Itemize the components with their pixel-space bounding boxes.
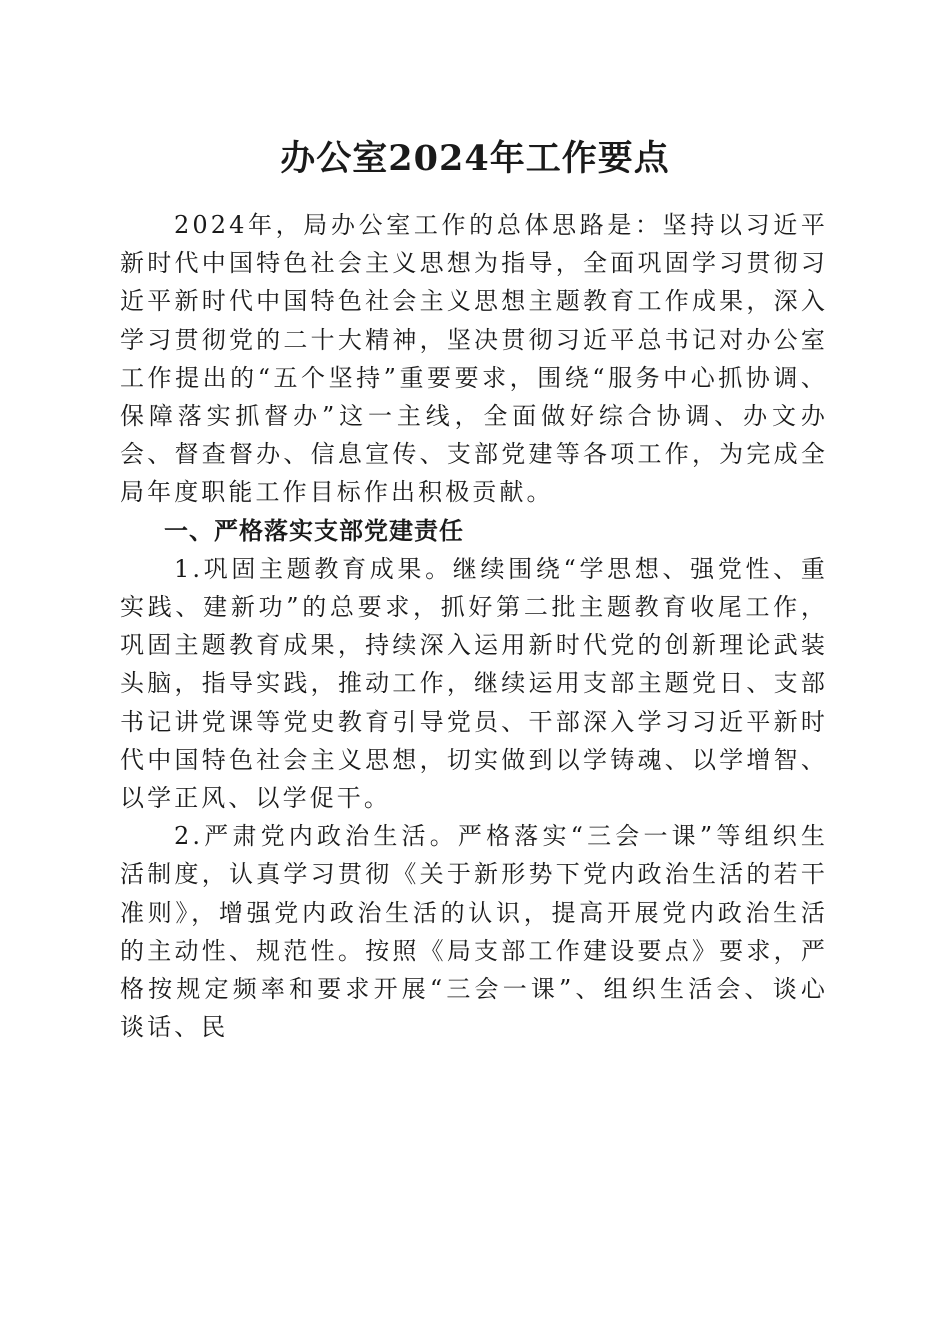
document-body bbox=[120, 206, 828, 1046]
item-paragraph-1: 1.巩固主题教育成果。继续围绕“学思想、强党性、重实践、建新功”的总要求，抓好第二批主题教育收尾工作，巩固主题教育成果，持续深入运用新时代党的创新理论武装头脑，指导实践，推动工作，继续运用支部主题党日、支部书记讲党课等党史教育引导党员、干部深入学习习近平新时代中国特色社会主义思想，切实做到以学铸魂、以学增智、以学正风、以学促干。 bbox=[120, 554, 828, 813]
section-heading-1: 一、严格落实支部党建责任 bbox=[164, 516, 464, 545]
document-title: 办公室2024年工作要点 bbox=[280, 138, 670, 179]
item-paragraph-2: 2.严肃党内政治生活。严格落实“三会一课”等组织生活制度，认真学习贯彻《关于新形势下党内政治生活的若干准则》，增强党内政治生活的认识，提高开展党内政治生活的主动性、规范性。按照《局支部工作建设要点》要求，严格按规定频率和要求开展“三会一课”、组织生活会、谈心谈话、民 bbox=[120, 822, 828, 1042]
intro-paragraph: 2024年，局办公室工作的总体思路是：坚持以习近平新时代中国特色社会主义思想为指导，全面巩固学习贯彻习近平新时代中国特色社会主义思想主题教育工作成果，深入学习贯彻党的二十大精神，坚决贯彻习近平总书记对办公室工作提出的“五个坚持”重要要求，围绕“服务中心抓协调、保障落实抓督办”这一主线，全面做好综合协调、办文办会、督查督办、信息宣传、支部党建等各项工作，为完成全局年度职能工作目标作出积极贡献。 bbox=[120, 211, 828, 507]
